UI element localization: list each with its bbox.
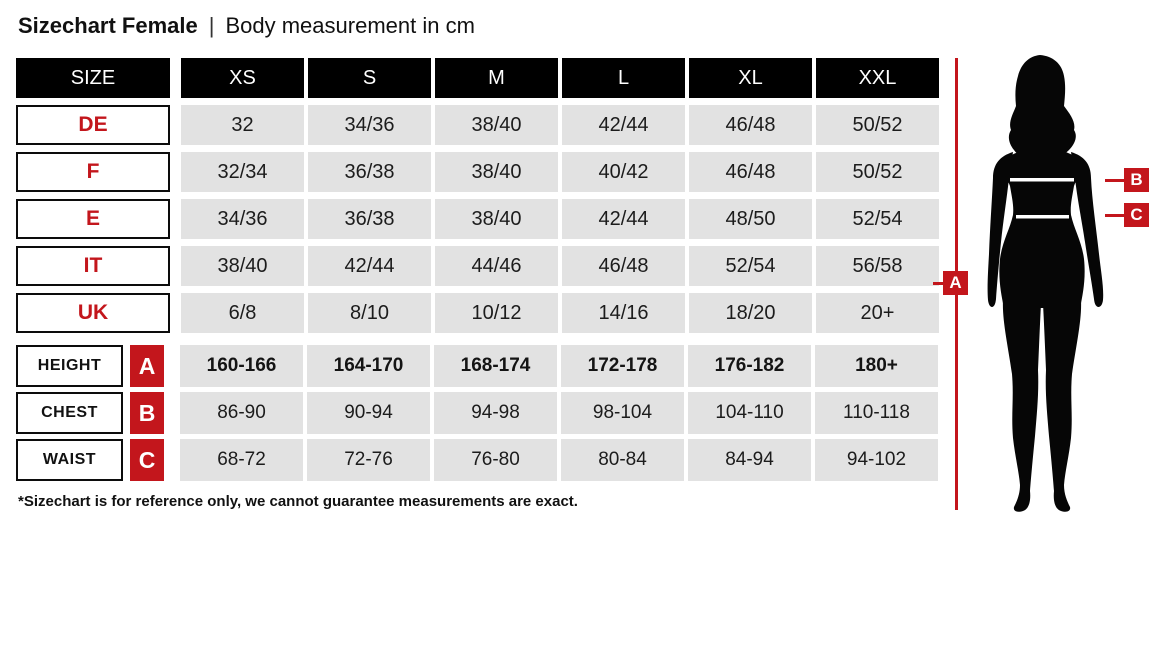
size-cell: 34/36 [181, 199, 304, 239]
size-cell: 36/38 [308, 199, 431, 239]
footnote: *Sizechart is for reference only, we cannot guarantee measurements are exact. [18, 493, 578, 510]
size-cell: 46/48 [689, 105, 812, 145]
waist-line [1016, 215, 1069, 219]
title-separator: | [208, 13, 215, 38]
table-row-waist [16, 439, 939, 481]
measure-cell: 90-94 [307, 392, 430, 434]
size-cell: 18/20 [689, 293, 812, 333]
size-cell: 32 [181, 105, 304, 145]
size-cell: 44/46 [435, 246, 558, 286]
size-cell: 38/40 [181, 246, 304, 286]
marker-a-badge: A [943, 271, 968, 295]
letter-badge-c: C [130, 439, 164, 481]
size-cell: 14/16 [562, 293, 685, 333]
measure-cell: 84-94 [688, 439, 811, 481]
size-cell: 8/10 [308, 293, 431, 333]
measure-cell: 98-104 [561, 392, 684, 434]
table-row-f [16, 152, 939, 192]
table-row-chest [16, 392, 939, 434]
size-cell: 50/52 [816, 152, 939, 192]
row-label-e: E [16, 199, 170, 239]
marker-b-badge: B [1124, 168, 1149, 192]
measure-cell: 80-84 [561, 439, 684, 481]
size-cell: 56/58 [816, 246, 939, 286]
size-cell: 20+ [816, 293, 939, 333]
measure-cell: 160-166 [180, 345, 303, 387]
title-subtitle: Body measurement in cm [225, 13, 475, 38]
marker-c-connector [1105, 214, 1126, 217]
marker-b-connector [1105, 179, 1126, 182]
size-cell: 34/36 [308, 105, 431, 145]
measure-cell: 104-110 [688, 392, 811, 434]
table-row-de [16, 105, 939, 145]
measure-cell: 180+ [815, 345, 938, 387]
measure-cell: 110-118 [815, 392, 938, 434]
size-cell: 46/48 [562, 246, 685, 286]
marker-a-connector [933, 282, 943, 285]
size-cell: 46/48 [689, 152, 812, 192]
row-label-f: F [16, 152, 170, 192]
size-cell: 6/8 [181, 293, 304, 333]
size-cell: 36/38 [308, 152, 431, 192]
title-main: Sizechart Female [18, 13, 198, 38]
measure-cell: 168-174 [434, 345, 557, 387]
row-label-waist: WAIST [16, 439, 123, 481]
header-col-s: S [308, 58, 431, 98]
letter-badge-a: A [130, 345, 164, 387]
measure-cell: 86-90 [180, 392, 303, 434]
header-corner-size: SIZE [16, 58, 170, 98]
size-cell: 42/44 [562, 105, 685, 145]
size-cell: 50/52 [816, 105, 939, 145]
header-row [16, 58, 939, 98]
marker-c-badge: C [1124, 203, 1149, 227]
size-cell: 32/34 [181, 152, 304, 192]
size-cell: 52/54 [816, 199, 939, 239]
female-silhouette-icon [985, 52, 1115, 522]
size-cell: 40/42 [562, 152, 685, 192]
size-cell: 52/54 [689, 246, 812, 286]
size-cell: 38/40 [435, 152, 558, 192]
row-label-de: DE [16, 105, 170, 145]
header-col-l: L [562, 58, 685, 98]
size-cell: 38/40 [435, 199, 558, 239]
row-label-chest: CHEST [16, 392, 123, 434]
size-cell: 42/44 [562, 199, 685, 239]
row-label-it: IT [16, 246, 170, 286]
row-label-uk: UK [16, 293, 170, 333]
size-cell: 10/12 [435, 293, 558, 333]
table-row-height [16, 345, 939, 387]
measure-cell: 76-80 [434, 439, 557, 481]
chest-line [1010, 178, 1074, 182]
measure-cell: 172-178 [561, 345, 684, 387]
page-title [18, 13, 475, 39]
measure-cell: 72-76 [307, 439, 430, 481]
measure-cell: 164-170 [307, 345, 430, 387]
size-cell: 48/50 [689, 199, 812, 239]
table-row-uk [16, 293, 939, 333]
size-cell: 42/44 [308, 246, 431, 286]
header-col-xxl: XXL [816, 58, 939, 98]
measure-cell: 176-182 [688, 345, 811, 387]
table-row-e [16, 199, 939, 239]
header-col-m: M [435, 58, 558, 98]
measure-cell: 94-98 [434, 392, 557, 434]
size-table [16, 58, 939, 486]
measure-cell: 68-72 [180, 439, 303, 481]
table-row-it [16, 246, 939, 286]
row-label-height: HEIGHT [16, 345, 123, 387]
size-cell: 38/40 [435, 105, 558, 145]
header-col-xl: XL [689, 58, 812, 98]
letter-badge-b: B [130, 392, 164, 434]
measure-cell: 94-102 [815, 439, 938, 481]
header-col-xs: XS [181, 58, 304, 98]
